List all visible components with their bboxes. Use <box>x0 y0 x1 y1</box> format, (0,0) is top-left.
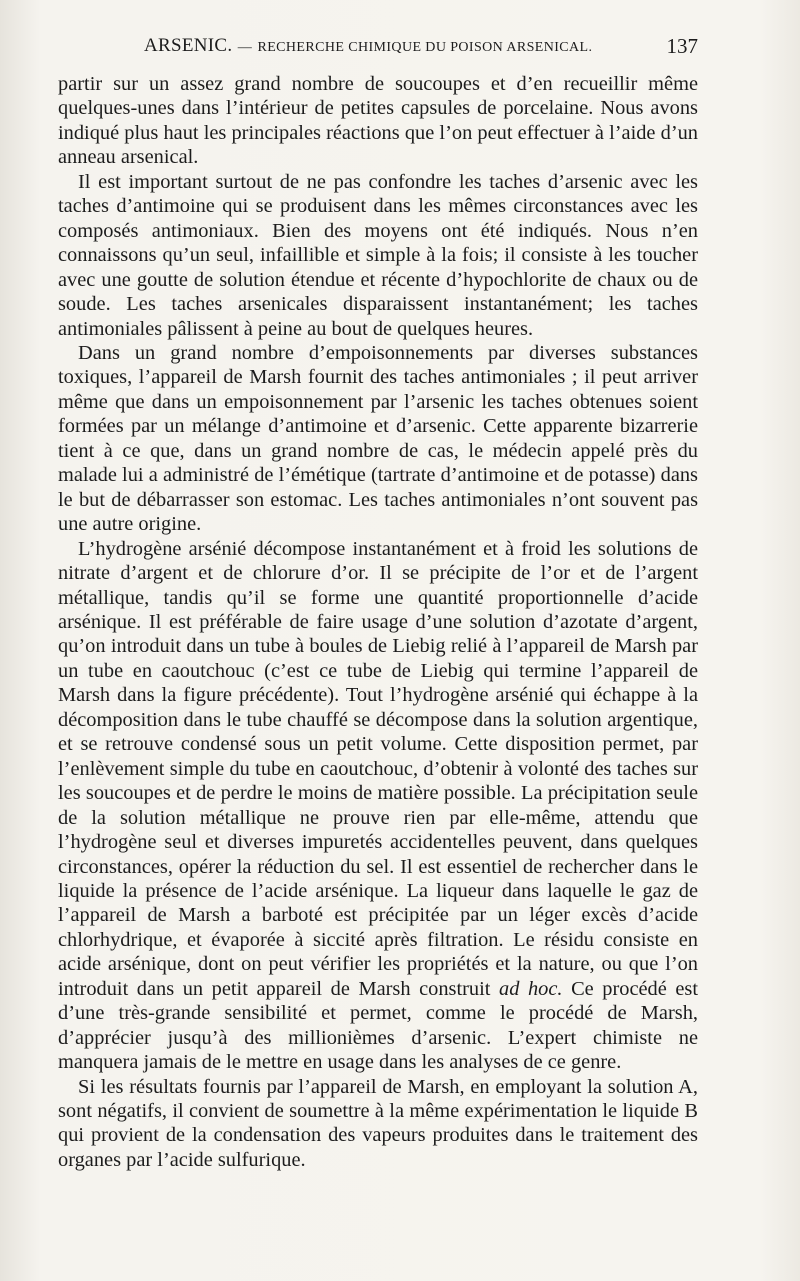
paragraph: Il est important surtout de ne pas confondre les taches d’arsenic avec les taches d’antimoine qui se produisent dans les mêmes circonstances avec les composés antimoniaux. Bien des moyens ont été indiqués. Nous n’en connaissons qu’un seul, infaillible et simple à la fois; il consiste à les toucher avec une goutte de solution étendue et récente d’hypochlorite de chaux ou de soude. Les taches arsenicales disparaissent instantanément; les taches antimoniales pâlissent à peine au bout de quelques heures. <box>58 170 698 340</box>
page-number: 137 <box>666 34 698 58</box>
running-head-separator: — <box>237 40 253 55</box>
paragraph: Si les résultats fournis par l’appareil de Marsh, en employant la solution A, sont négatifs, il convient de soumettre à la même expérimentation le liquide B qui provient de la condensation des vapeurs produites dans le traitement des organes par l’acide sulfurique. <box>58 1075 698 1171</box>
paragraph-text: L’hydrogène arsénié décompose instantanément et à froid les solutions de nitrate d’argent et de chlorure d’or. Il se précipite de l’or et de l’argent métallique, tandis qu’il se forme une quantité proportionnelle d’acide arsénique. Il est préférable de faire usage d’une solution d’azotate d’argent, qu’on introduit dans un tube à boules de Liebig relié à l’appareil de Marsh par un tube en caoutchouc (c’est ce tube de Liebig qui termine l’appareil de Marsh dans la figure précédente). Tout l’hydrogène arsénié qui échappe à la décomposition dans le tube chauffé se décompose dans la solution argentique, et se retrouve condensé sous un petit volume. Cette disposition permet, par l’enlèvement simple du tube en caoutchouc, d’obtenir à volonté des taches sur les soucoupes et de perdre le moins de matière possible. La précipitation seule de la solution métallique ne prouve rien par elle-même, attendu que l’hydrogène seul et diverses impuretés accidentelles peuvent, dans quelques circonstances, opérer la réduction du sel. Il est essentiel de rechercher dans le liquide la présence de l’acide arsénique. La liqueur dans laquelle le gaz de l’appareil de Marsh a barboté est précipitée par un léger excès d’acide chlorhydrique, et évaporée à siccité après filtration. Le résidu consiste en acide arsénique, dont on peut vérifier les propriétés et la nature, ou que l’on introduit dans un petit appareil de Marsh construit <box>58 537 698 1000</box>
paragraph: Dans un grand nombre d’empoisonnements par diverses substances toxiques, l’appareil de Marsh fournit des taches antimoniales ; il peut arriver même que dans un empoisonnement par l’arsenic les taches obtenues soient formées par un mélange d’antimoine et d’arsenic. Cette apparente bizarrerie tient à ce que, dans un grand nombre de cas, le médecin appelé près du malade lui a administré de l’émétique (tartrate d’antimoine et de potasse) dans le but de débarrasser son estomac. Les taches antimoniales n’ont souvent pas une autre origine. <box>58 341 698 536</box>
paragraph-text: Ce procédé est d’une très-grande sensibilité et permet, comme le procédé de Marsh, d’apprécier jusqu’à des millionièmes d’arsenic. L’expert chimiste ne manquera jamais de le mettre en usage dans les analyses de ce genre. <box>58 977 699 1074</box>
paragraph: partir sur un assez grand nombre de soucoupes et d’en recueillir même quelques-unes dans l’intérieur de petites capsules de porcelaine. Nous avons indiqué plus haut les principales réactions que l’on peut effectuer à l’aide d’un anneau arsenical. <box>58 73 698 169</box>
paragraph-with-italic <box>58 537 698 1075</box>
page-header <box>60 34 700 62</box>
body-text <box>58 72 698 1172</box>
running-head-section: ARSENIC. <box>144 35 233 56</box>
italic-phrase: ad hoc. <box>499 977 563 1000</box>
running-head <box>144 34 592 57</box>
running-head-subtitle: RECHERCHE CHIMIQUE DU POISON ARSENICAL. <box>257 40 593 55</box>
